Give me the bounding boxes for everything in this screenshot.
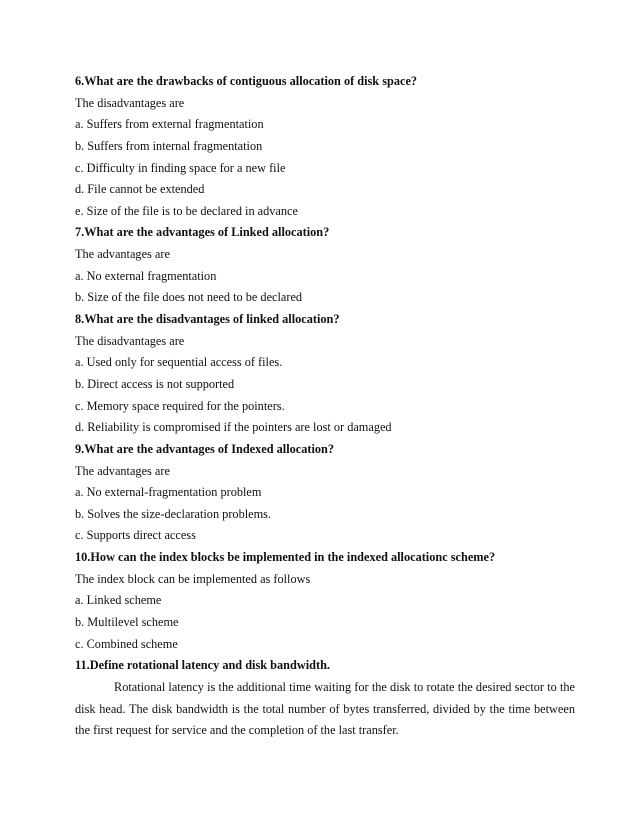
answer-line: b. Direct access is not supported (75, 376, 235, 391)
question-7: 7.What are the advantages of Linked allocation? (75, 225, 330, 240)
answer-paragraph: Rotational latency is the additional time waiting for the disk to rotate the desired sector to the disk head. The disk bandwidth is the total number of bytes transferred, divided by the time between the first request for service and the completion of the last transfer. (75, 679, 575, 738)
answer-line: a. Used only for sequential access of files. (75, 355, 283, 370)
document-page (75, 71, 575, 742)
answer-line: e. Size of the file is to be declared in advance (75, 203, 298, 218)
answer-line: The advantages are (75, 247, 170, 262)
answer-line: a. No external-fragmentation problem (75, 485, 262, 500)
question-8: 8.What are the disadvantages of linked allocation? (75, 312, 340, 327)
answer-line: a. Linked scheme (75, 593, 162, 608)
answer-line: a. Suffers from external fragmentation (75, 117, 264, 132)
answer-line: c. Supports direct access (75, 528, 196, 543)
answer-line: c. Memory space required for the pointers. (75, 398, 285, 413)
question-9: 9.What are the advantages of Indexed allocation? (75, 441, 335, 456)
answer-line: c. Difficulty in finding space for a new file (75, 160, 286, 175)
answer-line: b. Suffers from internal fragmentation (75, 138, 263, 153)
answer-line: b. Solves the size-declaration problems. (75, 506, 272, 521)
answer-line: The disadvantages are (75, 333, 185, 348)
answer-line: b. Size of the file does not need to be declared (75, 290, 303, 305)
answer-line: The index block can be implemented as follows (75, 571, 311, 586)
answer-line: The disadvantages are (75, 95, 185, 110)
answer-line: b. Multilevel scheme (75, 615, 179, 630)
answer-line: The advantages are (75, 463, 170, 478)
question-11: 11.Define rotational latency and disk bandwidth. (75, 658, 330, 673)
answer-line: a. No external fragmentation (75, 268, 217, 283)
answer-line: c. Combined scheme (75, 636, 178, 651)
question-10: 10.How can the index blocks be implemented in the indexed allocationc scheme? (75, 550, 496, 565)
answer-line: d. File cannot be extended (75, 182, 205, 197)
answer-line: d. Reliability is compromised if the pointers are lost or damaged (75, 420, 392, 435)
question-6: 6.What are the drawbacks of contiguous allocation of disk space? (75, 74, 418, 88)
